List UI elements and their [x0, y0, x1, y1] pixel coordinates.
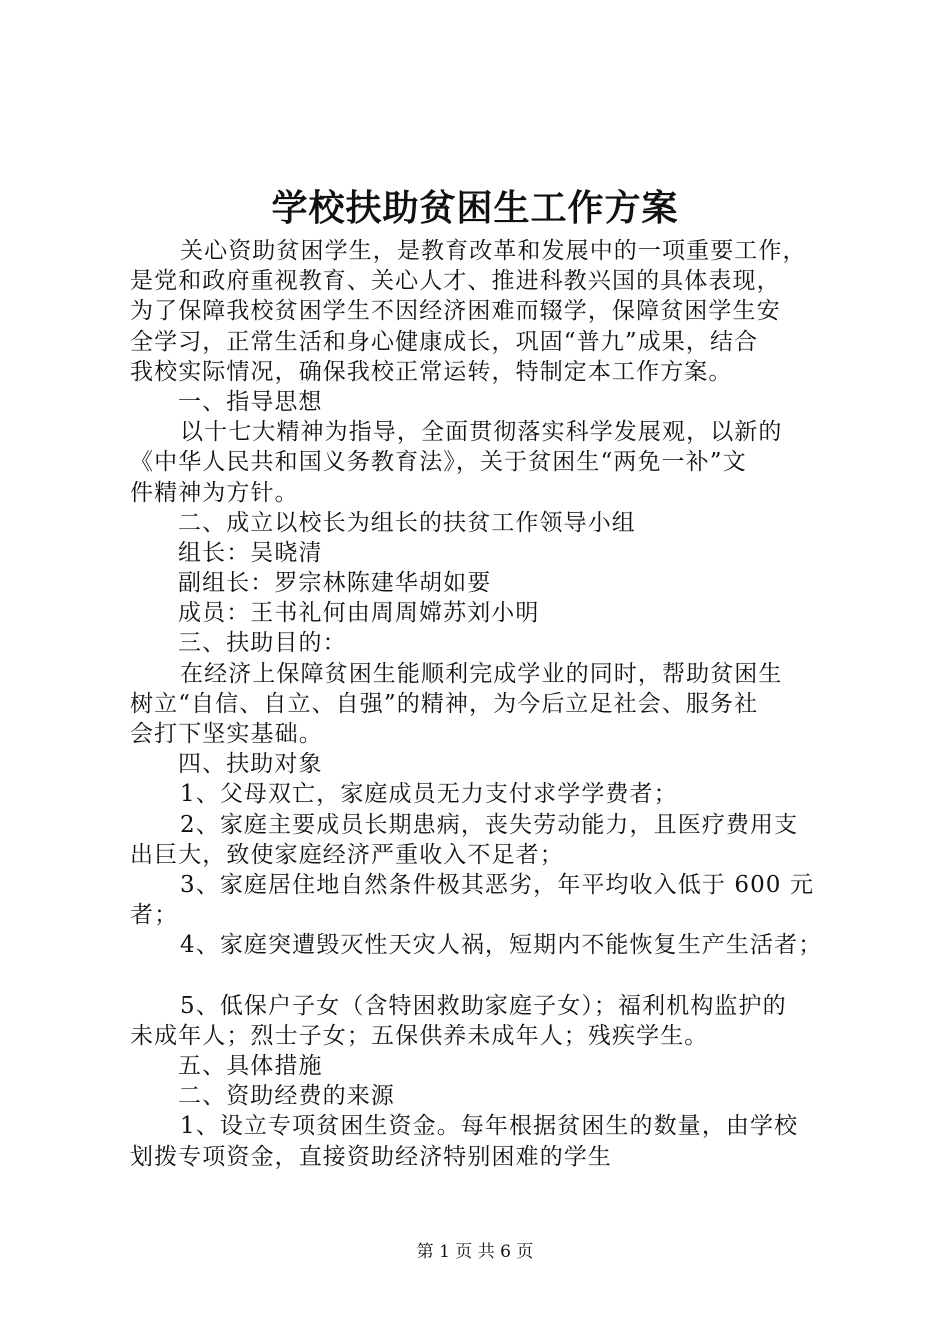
section-heading: 四、扶助对象 — [178, 751, 323, 778]
list-item: 1、父母双亡，家庭成员无力支付求学学费者； — [180, 781, 678, 808]
paragraph-line: 是党和政府重视教育、关心人才、推进科教兴国的具体表现， — [130, 268, 781, 295]
paragraph-line: 我校实际情况，确保我校正常运转，特制定本工作方案。 — [130, 358, 733, 385]
paragraph-line: 《中华人民共和国义务教育法》，关于贫困生“两免一补”文 — [130, 449, 747, 476]
list-item: 5、低保户子女（含特困救助家庭子女）；福利机构监护的 — [180, 992, 787, 1019]
paragraph-line: 为了保障我校贫困学生不因经济困难而辍学，保障贫困学生安 — [130, 298, 781, 325]
paragraph-line: 树立“自信、自立、自强”的精神，为今后立足社会、服务社 — [130, 690, 759, 717]
paragraph-line: 在经济上保障贫困生能顺利完成学业的同时，帮助贫困生 — [180, 660, 783, 687]
section-heading: 二、资助经费的来源 — [178, 1083, 395, 1110]
document-title: 学校扶助贫困生工作方案 — [271, 187, 679, 229]
paragraph-line: 关心资助贫困学生，是教育改革和发展中的一项重要工作， — [180, 238, 807, 264]
list-item-continuation: 出巨大，致使家庭经济严重收入不足者； — [130, 841, 564, 868]
deputy-leader-line: 副组长：罗宗林陈建华胡如要 — [178, 570, 492, 597]
page-number-footer: 第 1 页 共 6 页 — [416, 1242, 534, 1262]
list-item-continuation: 者； — [130, 902, 179, 929]
paragraph-line: 以十七大精神为指导，全面贯彻落实科学发展观，以新的 — [180, 419, 783, 446]
paragraph-line: 会打下坚实基础。 — [130, 721, 323, 747]
members-line: 成员：王书礼何由周周嫦苏刘小明 — [178, 600, 540, 627]
list-item: 3、家庭居住地自然条件极其恶劣，年平均收入低于 600 元 — [180, 871, 815, 898]
blank-line — [130, 961, 842, 991]
document-body — [130, 236, 842, 1172]
paragraph-line: 件精神为方针。 — [130, 479, 299, 506]
section-heading: 二、成立以校长为组长的扶贫工作领导小组 — [178, 509, 636, 536]
section-heading: 三、扶助目的： — [178, 630, 347, 657]
section-heading: 五、具体措施 — [178, 1053, 323, 1080]
paragraph-line: 1、设立专项贫困生资金。每年根据贫困生的数量，由学校 — [180, 1113, 799, 1140]
list-item: 4、家庭突遭毁灭性天灾人祸，短期内不能恢复生产生活者； — [180, 932, 823, 959]
list-item: 2、家庭主要成员长期患病，丧失劳动能力，且医疗费用支 — [180, 811, 799, 838]
paragraph-line: 全学习，正常生活和身心健康成长，巩固“普九”成果，结合 — [130, 328, 759, 355]
group-leader-line: 组长：吴晓清 — [178, 539, 323, 566]
paragraph-line: 划拨专项资金，直接资助经济特别困难的学生 — [130, 1143, 612, 1170]
section-heading: 一、指导思想 — [178, 388, 323, 415]
list-item-continuation: 未成年人；烈士子女；五保供养未成年人；残疾学生。 — [130, 1022, 709, 1049]
